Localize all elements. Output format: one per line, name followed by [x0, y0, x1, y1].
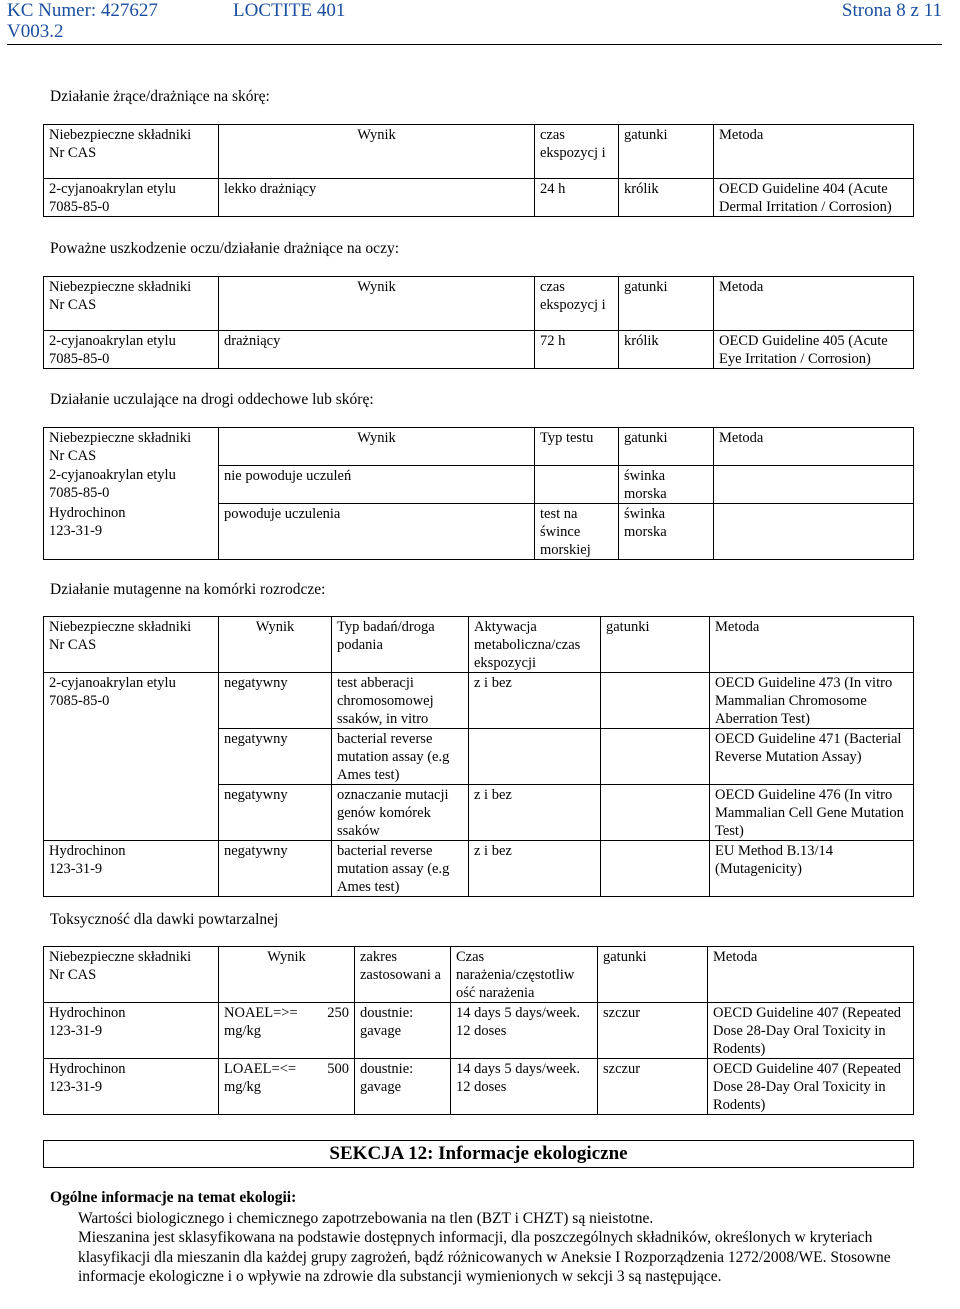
header-cell: gatunki — [619, 125, 714, 179]
header-cell: gatunki — [619, 428, 714, 466]
header-cell: Wynik — [219, 277, 535, 331]
header-cell: Czas narażenia/częstotliw ość narażenia — [451, 947, 598, 1003]
version: V003.2 — [7, 21, 64, 42]
header-cell: zakres zastosowani a — [355, 947, 451, 1003]
table-row: Hydrochinon 123-31-9 negatywny bacterial reverse mutation assay (e.g Ames test) z i bez EU Method B.13/14 (Mutagenicity) — [44, 841, 914, 897]
header-cell: gatunki — [598, 947, 708, 1003]
header-cell: Metoda — [710, 617, 914, 673]
header-cell: Metoda — [708, 947, 914, 1003]
table-row: 2-cyjanoakrylan etylu 7085-85-0 nie powoduje uczuleń świnka morska — [44, 465, 914, 503]
section-title-skin: Działanie żrące/drażniące na skórę: — [50, 88, 270, 105]
page-number: Strona 8 z 11 — [841, 0, 942, 21]
table-row: Hydrochinon 123-31-9 powoduje uczulenia test na śwince morskiej świnka morska — [44, 503, 914, 559]
section-title-sensitisation: Działanie uczulające na drogi oddechowe lub skórę: — [50, 391, 374, 408]
table-row: 2-cyjanoakrylan etylu 7085-85-0 drażniący 72 h królik OECD Guideline 405 (Acute Eye Irritation / Corrosion) — [44, 331, 914, 369]
header-cell: Aktywacja metaboliczna/czas ekspozycji — [469, 617, 601, 673]
section-title-eye: Poważne uszkodzenie oczu/działanie drażniące na oczy: — [50, 240, 399, 257]
table-skin-corrosion — [43, 124, 914, 217]
table-mutagenicity — [43, 616, 914, 897]
header-cell: Wynik — [219, 428, 535, 466]
header-cell: Metoda — [714, 125, 914, 179]
table-repeated-dose — [43, 946, 914, 1115]
header-cell: Wynik — [219, 125, 535, 179]
header-cell: gatunki — [601, 617, 710, 673]
header-cell: Wynik — [219, 617, 332, 673]
table-row: negatywny bacterial reverse mutation assay (e.g Ames test) OECD Guideline 471 (Bacterial Reverse Mutation Assay) — [44, 729, 914, 785]
header-cell: Typ testu — [535, 428, 619, 466]
header-cell: czas ekspozycj i — [535, 125, 619, 179]
table-row: Hydrochinon 123-31-9 LOAEL=<= 500 mg/kg doustnie: gavage 14 days 5 days/week. 12 doses szczur OECD Guideline 407 (Repeated Dose 28-Day Oral Toxicity in Rodents) — [44, 1059, 914, 1115]
eco-general-label: Ogólne informacje na temat ekologii: — [50, 1189, 297, 1206]
table-eye-irritation — [43, 276, 914, 369]
section-12-title: SEKCJA 12: Informacje ekologiczne — [43, 1140, 914, 1168]
section-title-mutagenicity: Działanie mutagenne na komórki rozrodcze: — [50, 581, 326, 598]
table-row: 2-cyjanoakrylan etylu 7085-85-0 negatywny test abberacji chromosomowej ssaków, in vitro z i bez OECD Guideline 473 (In vitro Mammalian Chromosome Aberration Test) — [44, 673, 914, 729]
header-cell: gatunki — [619, 277, 714, 331]
header-cell: czas ekspozycj i — [535, 277, 619, 331]
header-cell: Metoda — [714, 277, 914, 331]
header-cell: Metoda — [714, 428, 914, 466]
kc-number: KC Numer: 427627 — [7, 0, 158, 21]
header-cell: Niebezpieczne składniki Nr CAS — [44, 277, 219, 331]
eco-paragraph-2: Mieszanina jest sklasyfikowana na podstawie dostępnych informacji, dla poszczególnych składników, określonych w kryteriach klasyfikacji dla mieszanin dla każdej grupy zagrożeń, bądź różnicowanych w Aneksie I Rozporządzenia 1272/2008/WE. Stosowne informacje ekologiczne i o wpływie na zdrowie dla substancji wymienionych w sekcji 3 są następujące. — [78, 1229, 891, 1285]
table-row: 2-cyjanoakrylan etylu 7085-85-0 lekko drażniący 24 h królik OECD Guideline 404 (Acute Dermal Irritation / Corrosion) — [44, 179, 914, 217]
product-name: LOCTITE 401 — [233, 0, 346, 21]
header-cell: Niebezpieczne składniki Nr CAS — [44, 428, 219, 466]
header-cell: Niebezpieczne składniki Nr CAS — [44, 947, 219, 1003]
header-cell: Typ badań/droga podania — [332, 617, 469, 673]
eco-paragraph-1: Wartości biologicznego i chemicznego zapotrzebowania na tlen (BZT i CHZT) są nieistotne. — [78, 1210, 654, 1227]
section-title-repeated-dose: Toksyczność dla dawki powtarzalnej — [50, 911, 279, 928]
table-sensitisation — [43, 427, 914, 560]
header-cell: Wynik — [219, 947, 355, 1003]
page-header — [7, 0, 942, 45]
table-row: Hydrochinon 123-31-9 NOAEL=>= 250 mg/kg doustnie: gavage 14 days 5 days/week. 12 doses szczur OECD Guideline 407 (Repeated Dose 28-Day Oral Toxicity in Rodents) — [44, 1003, 914, 1059]
header-cell: Niebezpieczne składniki Nr CAS — [44, 125, 219, 179]
table-row: negatywny oznaczanie mutacji genów komórek ssaków z i bez OECD Guideline 476 (In vitro Mammalian Cell Gene Mutation Test) — [44, 785, 914, 841]
header-cell: Niebezpieczne składniki Nr CAS — [44, 617, 219, 673]
